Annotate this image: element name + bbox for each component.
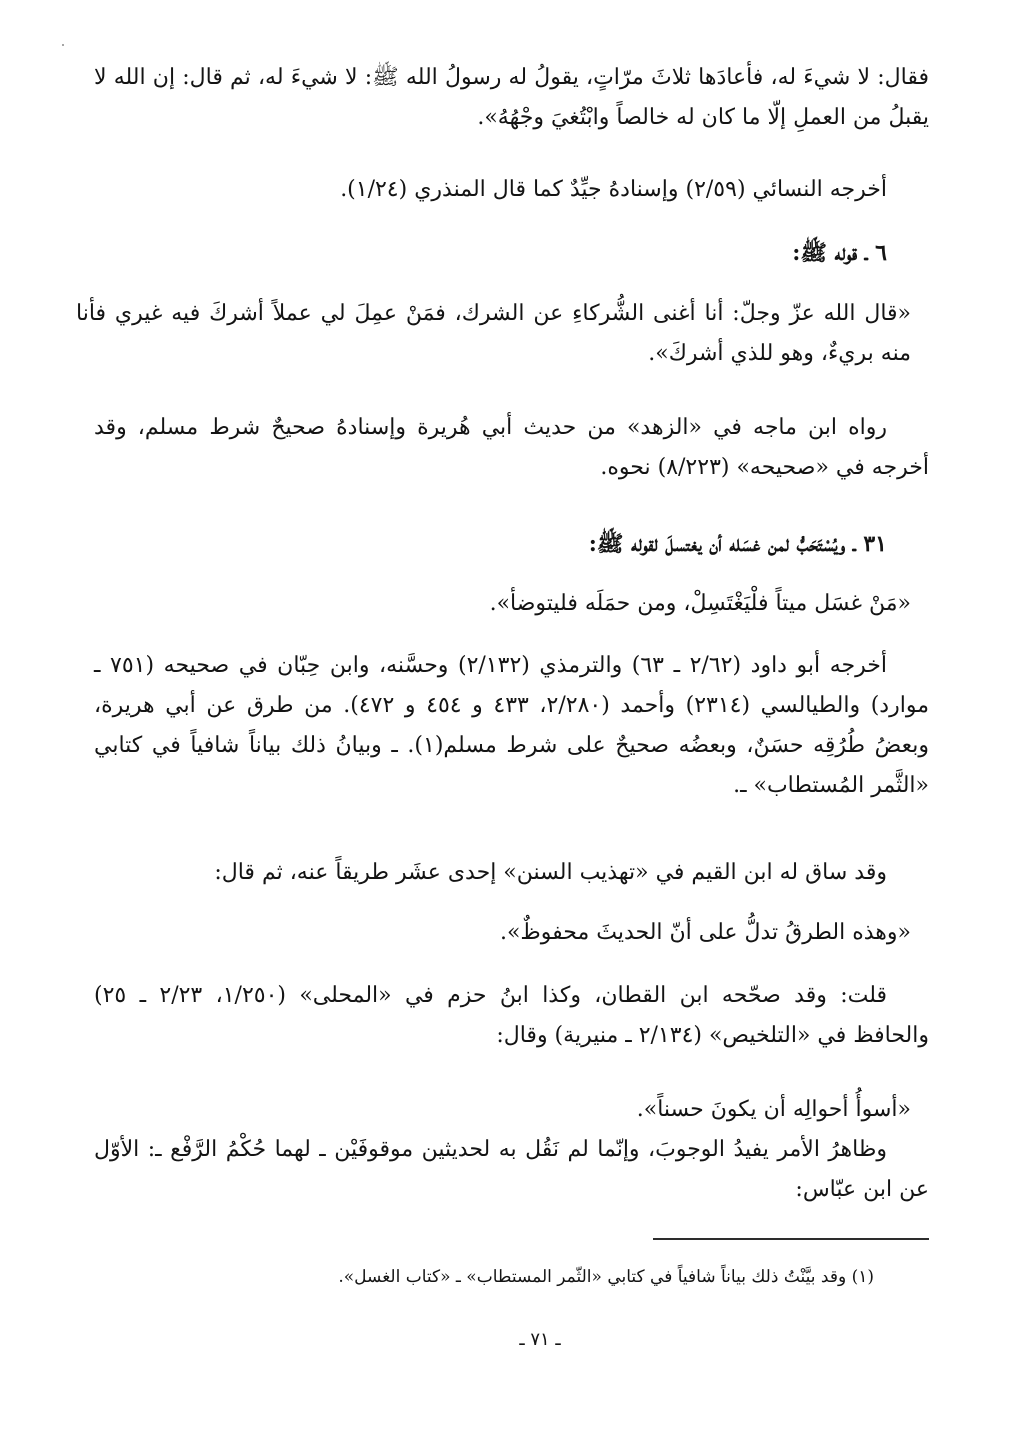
quote-2: «مَنْ غسَل ميتاً فلْيَغْتَسِلْ، ومن حمَلَه فليتوضأ». xyxy=(489,591,911,616)
paragraph-7: وظاهرُ الأمر يفيدُ الوجوبَ، وإنّما لم نَقُل به لحديثين موقوفَيْن ـ لهما حُكْمُ الرَّفْع ـ: الأوّل عن ابن عبّاس: xyxy=(94,1137,929,1202)
paragraph-5: وقد ساق له ابن القيم في «تهذيب السنن» إحدى عشَر طريقاً عنه، ثم قال: xyxy=(214,860,887,885)
quote-4: «أسوأُ أحوالِه أن يكونَ حسناً». xyxy=(636,1097,911,1122)
paragraph-2: أخرجه النسائي (٢/٥٩) وإسنادهُ جيِّدٌ كما قال المنذري (١/٢٤). xyxy=(340,177,887,202)
section-heading-31: ٣١ ـ ويُسْتَحَبُّ لمن غسَله أن يغتسلَ لقوله ﷺ: xyxy=(588,531,887,557)
scan-mark xyxy=(62,44,64,46)
quote-1: «قال الله عزّ وجلّ: أنا أغنى الشُّركاءِ عن الشرك، فمَنْ عمِلَ لي عملاً أشركَ فيه غيري فأنا منه بريءٌ، وهو للذي أشركَ». xyxy=(76,301,911,366)
paragraph-3: رواه ابن ماجه في «الزهد» من حديث أبي هُريرة وإسنادهُ صحيحٌ شرط مسلم، وقد أخرجه في «صحيحه» (٨/٢٢٣) نحوه. xyxy=(94,415,929,480)
page-number: ـ ٧١ ـ xyxy=(519,1329,561,1350)
quote-3: «وهذه الطرقُ تدلُّ على أنّ الحديثَ محفوظٌ». xyxy=(499,920,911,945)
footnote: (١) وقد بيَّنْتُ ذلك بياناً شافياً في كتابي «الثّمر المستطاب» ـ «كتاب الغسل». xyxy=(338,1267,874,1287)
paragraph-6: قلت: وقد صحّحه ابن القطان، وكذا ابنُ حزم في «المحلى» (١/٢٥٠، ٢/٢٣ ـ ٢٥) والحافظ في «التلخيص» (٢/١٣٤ ـ منيرية) وقال: xyxy=(94,983,929,1048)
hadith-number-6: ٦ ـ قوله ﷺ: xyxy=(792,240,887,266)
footnote-rule xyxy=(653,1238,929,1240)
paragraph-1: فقال: لا شيءَ له، فأعادَها ثلاثَ مرّاتٍ، يقولُ له رسولُ الله ﷺ: لا شيءَ له، ثم قال: إن الله لا يقبلُ من العملِ إلّا ما كان له خالصاً وابْتُغيَ وجْهُهُ». xyxy=(94,65,929,130)
paragraph-4: أخرجه أبو داود (٢/٦٢ ـ ٦٣) والترمذي (٢/١٣٢) وحسَّنه، وابن حِبّان في صحيحه (٧٥١ ـ موارد) والطيالسي (٢٣١٤) وأحمد (٢/٢٨٠، ٤٣٣ و ٤٥٤ و ٤٧٢). من طرق عن أبي هريرة، وبعضُ طُرُقِه حسَنٌ، وبعضُه صحيحٌ على شرط مسلم(١). ـ وبيانُ ذلك بياناً شافياً في كتابي «الثَّمر المُستطاب» ـ. xyxy=(94,653,929,798)
